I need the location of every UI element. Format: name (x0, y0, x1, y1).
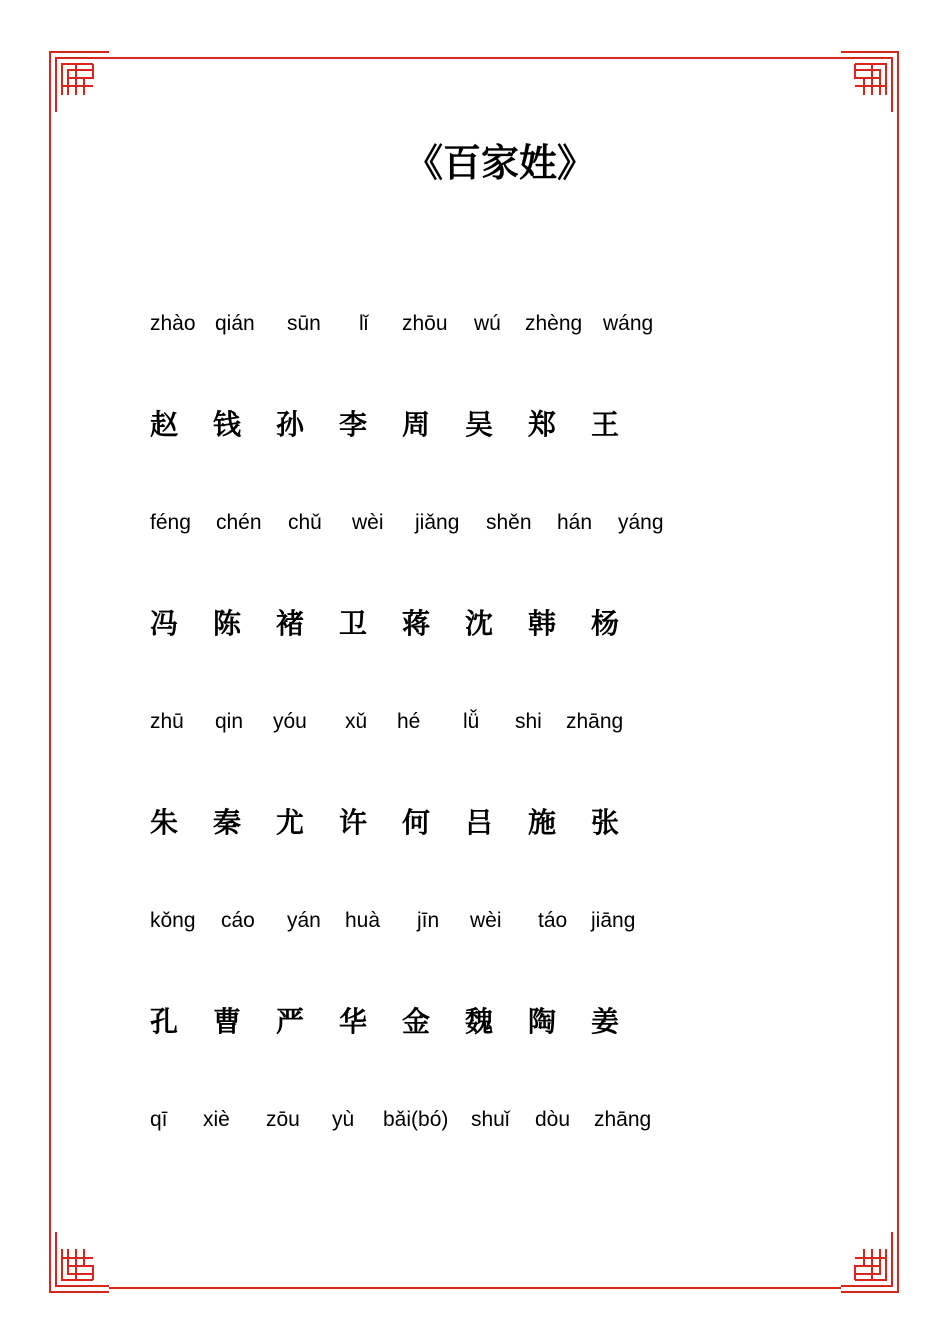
hanzi-character: 陈 (213, 607, 242, 640)
pinyin-syllable: zōu (266, 1108, 300, 1131)
pinyin-syllable: hé (397, 710, 421, 733)
pinyin-syllable: zhào (150, 312, 196, 335)
pinyin-syllable: wú (474, 312, 501, 335)
pinyin-syllable: zhōu (402, 312, 448, 335)
pinyin-syllable: bǎi(bó) (383, 1108, 449, 1131)
pinyin-syllable: qin (215, 710, 244, 733)
hanzi-character: 赵 (150, 408, 179, 441)
hanzi-character: 严 (276, 1005, 305, 1038)
hanzi-line-3 (150, 803, 710, 843)
pinyin-syllable: zhū (150, 710, 184, 733)
pinyin-syllable: qián (215, 312, 255, 335)
hanzi-character: 吕 (465, 806, 494, 839)
pinyin-syllable: qī (150, 1108, 168, 1131)
hanzi-character: 沈 (465, 607, 494, 640)
hanzi-character: 曹 (213, 1005, 242, 1038)
corner-ornament-bottom-right (841, 1226, 898, 1292)
hanzi-character: 钱 (213, 408, 242, 441)
pinyin-syllable: yáng (618, 511, 664, 534)
hanzi-character: 陶 (528, 1005, 557, 1038)
hanzi-character: 魏 (465, 1005, 494, 1038)
pinyin-syllable: zhèng (525, 312, 583, 335)
hanzi-character: 卫 (339, 607, 368, 640)
hanzi-character: 何 (402, 806, 431, 839)
hanzi-character: 杨 (591, 607, 620, 640)
hanzi-character: 周 (402, 408, 431, 441)
hanzi-character: 金 (402, 1005, 431, 1038)
hanzi-character: 尤 (276, 806, 305, 839)
pinyin-line-4 (150, 901, 710, 941)
hanzi-character: 华 (339, 1005, 368, 1038)
hanzi-character: 朱 (150, 806, 179, 839)
pinyin-syllable: kǒng (150, 909, 196, 932)
hanzi-character: 蒋 (402, 607, 431, 640)
pinyin-syllable: dòu (535, 1108, 571, 1131)
pinyin-line-1 (150, 304, 710, 344)
pinyin-line-5 (150, 1100, 710, 1140)
pinyin-syllable: jiāng (591, 909, 636, 932)
hanzi-character: 孙 (276, 408, 305, 441)
hanzi-character: 冯 (150, 607, 179, 640)
hanzi-character: 孔 (150, 1005, 179, 1038)
corner-ornament-top-right (841, 52, 898, 118)
pinyin-syllable: shi (515, 710, 542, 733)
pinyin-syllable: yù (332, 1108, 355, 1131)
pinyin-syllable: cáo (221, 909, 255, 932)
pinyin-syllable: zhāng (594, 1108, 652, 1131)
hanzi-character: 韩 (528, 607, 557, 640)
pinyin-syllable: huà (345, 909, 381, 932)
hanzi-character: 李 (339, 408, 368, 441)
pinyin-syllable: shuǐ (471, 1108, 510, 1131)
page-title: 《百家姓》 (404, 141, 595, 185)
pinyin-syllable: jīn (417, 909, 440, 932)
pinyin-syllable: jiǎng (415, 511, 460, 534)
hanzi-line-2 (150, 604, 710, 644)
pinyin-syllable: zhāng (566, 710, 624, 733)
pinyin-syllable: wèi (352, 511, 384, 534)
pinyin-syllable: sūn (287, 312, 321, 335)
hanzi-character: 褚 (276, 607, 305, 640)
pinyin-syllable: chén (216, 511, 262, 534)
hanzi-character: 姜 (591, 1005, 620, 1038)
hanzi-character: 秦 (213, 806, 242, 839)
pinyin-line-3 (150, 702, 710, 742)
pinyin-syllable: wáng (603, 312, 654, 335)
hanzi-character: 郑 (528, 408, 557, 441)
hanzi-character: 吴 (465, 408, 494, 441)
pinyin-syllable: xǔ (345, 710, 368, 733)
hanzi-character: 王 (591, 408, 620, 441)
pinyin-syllable: táo (538, 909, 568, 932)
hanzi-line-4 (150, 1002, 710, 1042)
pinyin-line-2 (150, 503, 710, 543)
hanzi-character: 施 (528, 806, 557, 839)
corner-ornament-bottom-left (50, 1226, 109, 1292)
hanzi-character: 许 (339, 806, 368, 839)
hanzi-character: 张 (591, 806, 620, 839)
pinyin-syllable: yóu (273, 710, 307, 733)
pinyin-syllable: lǐ (359, 312, 369, 335)
pinyin-syllable: xiè (203, 1108, 230, 1131)
corner-ornament-top-left (50, 52, 109, 118)
pinyin-syllable: lǚ (463, 710, 480, 733)
pinyin-syllable: yán (287, 909, 321, 932)
pinyin-syllable: wèi (470, 909, 502, 932)
pinyin-syllable: féng (150, 511, 191, 534)
pinyin-syllable: hán (557, 511, 593, 534)
hanzi-line-1 (150, 405, 710, 445)
pinyin-syllable: shěn (486, 511, 532, 534)
pinyin-syllable: chǔ (288, 511, 322, 534)
